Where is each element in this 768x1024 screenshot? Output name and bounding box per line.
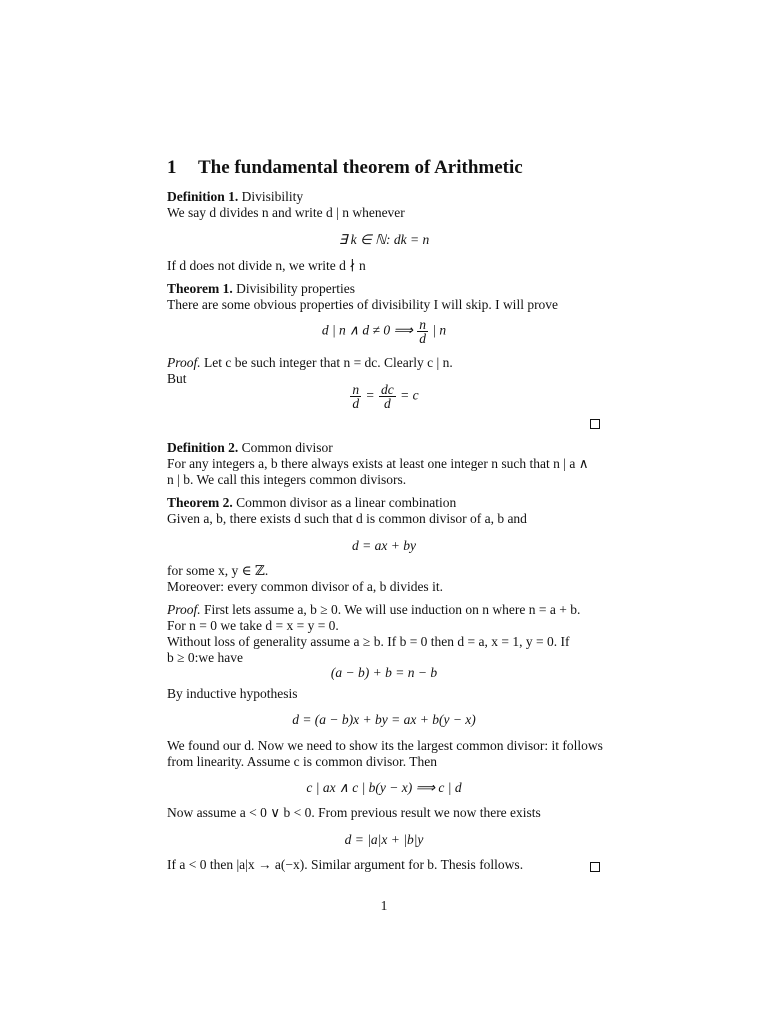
proof-1-equation — [167, 383, 601, 410]
theorem-1-label: Theorem 1. — [167, 281, 233, 296]
proof-1-label: Proof. — [167, 355, 201, 370]
section-title: The fundamental theorem of Arithmetic — [198, 157, 523, 178]
definition-2-text-2: n | b. We call this integers common divisors. — [167, 472, 407, 487]
definition-2-heading — [167, 440, 333, 456]
proof-1-equals: = — [362, 387, 378, 403]
proof-1-line: Let c be such integer that n = dc. Clearly c | n. — [204, 355, 453, 370]
proof-2-line-9: If a < 0 then |a|x → a(−x). Similar argument for b. Thesis follows. — [167, 857, 524, 872]
section-heading — [167, 157, 523, 179]
fraction-denominator: d — [352, 396, 360, 411]
theorem-1-eq-left: d | n ∧ d ≠ 0 ⟹ — [321, 322, 417, 338]
proof-1-but: But — [167, 371, 187, 386]
theorem-1-fraction — [417, 318, 428, 345]
theorem-2-text-2: for some x, y ∈ ℤ. — [167, 563, 269, 578]
proof-2-line-5: By inductive hypothesis — [167, 686, 298, 701]
theorem-1-equation — [167, 318, 601, 345]
fraction-denominator: d — [384, 396, 391, 411]
theorem-1-eq-right: | n — [428, 322, 447, 338]
fraction-numerator: n — [419, 317, 426, 332]
proof-2-label: Proof. — [167, 602, 201, 617]
qed-square-icon — [590, 419, 600, 429]
page-number: 1 — [380, 898, 388, 913]
theorem-1-name: Divisibility properties — [236, 281, 355, 296]
theorem-1-text: There are some obvious properties of divisibility I will skip. I will prove — [167, 297, 559, 312]
theorem-2-heading — [167, 495, 456, 511]
proof-2-line-2: For n = 0 we take d = x = y = 0. — [167, 618, 339, 633]
proof-2-equation-3: c | ax ∧ c | b(y − x) ⟹ c | d — [306, 780, 462, 795]
definition-1-label: Definition 1. — [167, 189, 239, 204]
theorem-2-text-3: Moreover: every common divisor of a, b divides it. — [167, 579, 443, 594]
definition-1-heading — [167, 189, 303, 205]
proof-2-text — [167, 602, 580, 618]
fraction-denominator: d — [419, 331, 426, 346]
fraction-numerator: n — [352, 382, 360, 397]
proof-1-text — [167, 355, 453, 371]
qed-square-icon — [590, 862, 600, 872]
proof-2-line-1: First lets assume a, b ≥ 0. We will use induction on n where n = a + b. — [204, 602, 581, 617]
fraction-numerator: dc — [381, 382, 394, 397]
theorem-2-text: Given a, b, there exists d such that d is common divisor of a, b and — [167, 511, 527, 526]
section-number: 1 — [167, 157, 177, 178]
theorem-2-name: Common divisor as a linear combination — [236, 495, 457, 510]
definition-1-text: We say d divides n and write d | n whenever — [167, 205, 405, 220]
theorem-2-label: Theorem 2. — [167, 495, 233, 510]
proof-2-line-6: We found our d. Now we need to show its the largest common divisor: it follows — [167, 738, 603, 753]
definition-2-text-1: For any integers a, b there always exists at least one integer n such that n | a ∧ — [167, 456, 589, 471]
definition-2-name: Common divisor — [241, 440, 333, 455]
proof-1-eq-end: = c — [396, 387, 419, 403]
proof-2-line-8: Now assume a < 0 ∨ b < 0. From previous result we now there exists — [167, 805, 541, 820]
proof-1-fraction-a — [350, 383, 361, 410]
definition-1-name: Divisibility — [241, 189, 304, 204]
theorem-2-equation: d = ax + by — [352, 538, 416, 553]
definition-1-equation: ∃ k ∈ ℕ: dk = n — [338, 232, 430, 247]
proof-1-fraction-b — [379, 383, 396, 410]
definition-1-note: If d does not divide n, we write d ∤ n — [167, 258, 366, 273]
proof-2-line-4: b ≥ 0:we have — [167, 650, 244, 665]
proof-2-equation-2: d = (a − b)x + by = ax + b(y − x) — [292, 712, 476, 727]
proof-2-equation-1: (a − b) + b = n − b — [330, 665, 438, 680]
proof-2-equation-4: d = |a|x + |b|y — [344, 832, 424, 847]
definition-2-label: Definition 2. — [167, 440, 239, 455]
theorem-1-heading — [167, 281, 355, 297]
proof-2-line-7: from linearity. Assume c is common divisor. Then — [167, 754, 437, 769]
proof-2-line-3: Without loss of generality assume a ≥ b. If b = 0 then d = a, x = 1, y = 0. If — [167, 634, 570, 649]
